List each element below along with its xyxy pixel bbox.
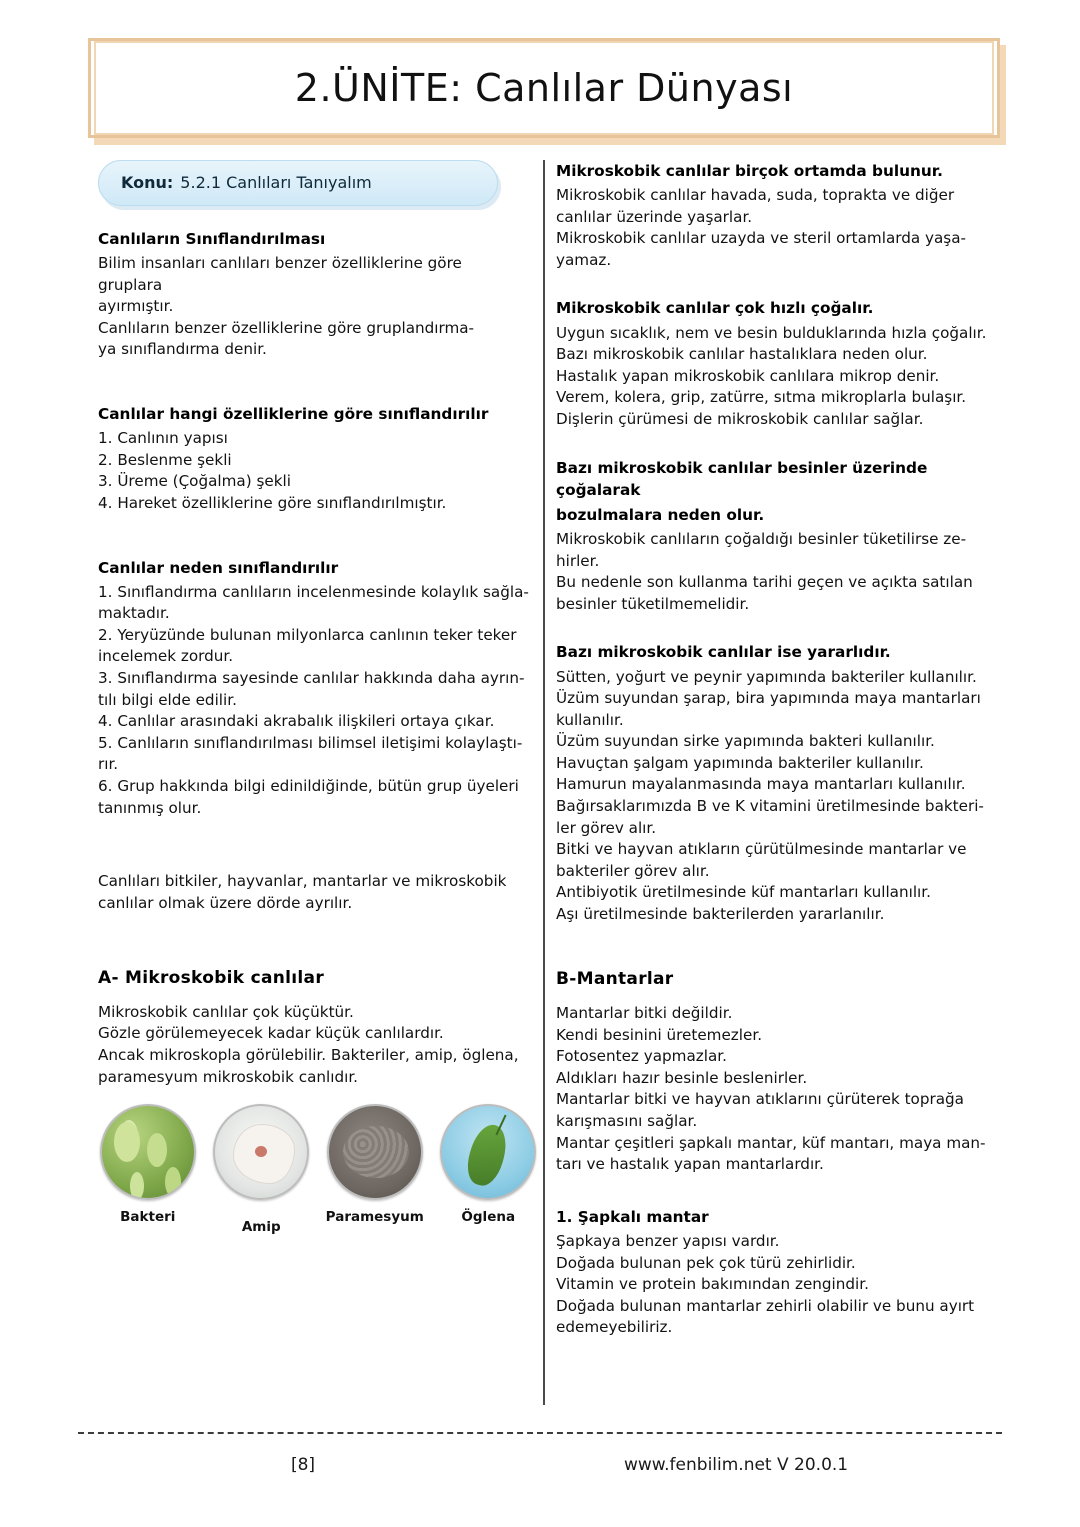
section-line: Bitki ve hayvan atıkların çürütülmesinde mantarlar ve	[556, 840, 967, 859]
section-line: 5. Canlıların sınıflandırılması bilimsel iletişimi kolaylaştı-	[98, 733, 523, 752]
section-line: 1. Canlının yapısı	[98, 429, 228, 448]
konu-label: Konu:	[121, 173, 174, 193]
section-line: Mikroskobik canlılar çok küçüktür.	[98, 1002, 354, 1021]
section-line: Üzüm suyundan şarap, bira yapımında maya mantarları	[556, 689, 981, 708]
section-hizli-cogalir	[556, 297, 1000, 430]
section-line: paramesyum mikroskobik canlıdır.	[98, 1067, 358, 1086]
section-line: 2. Yeryüzünde bulunan milyonlarca canlının teker teker	[98, 625, 517, 644]
section-line: Doğada bulunan pek çok türü zehirlidir.	[556, 1253, 856, 1272]
section-line: bakteriler görev alır.	[556, 861, 710, 880]
section-line: Bilim insanları canlıları benzer özelliklerine göre gruplara	[98, 254, 462, 294]
section-line: Mikroskobik canlılar uzayda ve steril ortamlarda yaşa-	[556, 229, 966, 248]
section-line: hirler.	[556, 551, 600, 570]
section-line: Canlıların benzer özelliklerine göre gruplandırma-	[98, 318, 475, 337]
organism-paramesyum	[325, 1104, 425, 1238]
section-heading: Canlılar neden sınıflandırılır	[98, 558, 339, 577]
section-line: ler görev alır.	[556, 818, 657, 837]
amoeba-icon	[213, 1104, 309, 1200]
section-line: ya sınıflandırma denir.	[98, 340, 267, 359]
section-line: Bazı mikroskobik canlılar hastalıklara neden olur.	[556, 345, 928, 364]
section-line: Aldıkları hazır besinle beslenirler.	[556, 1068, 808, 1087]
section-line: tarı ve hastalık yapan mantarlardır.	[556, 1155, 824, 1174]
section-line: Antibiyotik üretilmesinde küf mantarları kullanılır.	[556, 883, 931, 902]
section-ortamda-bulunur	[556, 160, 1000, 271]
section-line: Ancak mikroskopla görülebilir. Bakteriler, amip, öglena,	[98, 1046, 519, 1065]
euglena-icon	[440, 1104, 536, 1200]
section-heading: bozulmalara neden olur.	[556, 505, 765, 524]
section-line: Dişlerin çürümesi de mikroskobik canlılar sağlar.	[556, 409, 924, 428]
organism-figure-row	[98, 1104, 538, 1238]
section-line: besinler tüketilmemelidir.	[556, 594, 750, 613]
section-yararlidir	[556, 641, 1000, 925]
section-line: Mikroskobik canlılar havada, suda, toprakta ve diğer	[556, 186, 955, 205]
section-line: yamaz.	[556, 250, 612, 269]
footer-divider	[78, 1432, 1002, 1434]
section-line: Canlıları bitkiler, hayvanlar, mantarlar ve mikroskobik	[98, 872, 507, 891]
unit-title-banner	[88, 38, 1000, 138]
section-line: 1. Sınıflandırma canlıların incelenmesinde kolaylık sağla-	[98, 582, 529, 601]
organism-bakteri	[98, 1104, 198, 1238]
section-line: 6. Grup hakkında bilgi edinildiğinde, bütün grup üyeleri	[98, 776, 519, 795]
section-heading: Bazı mikroskobik canlılar besinler üzerinde çoğalarak	[556, 458, 928, 499]
content-columns	[0, 160, 1080, 1410]
organism-caption: Öglena	[461, 1209, 516, 1226]
section-line: Hastalık yapan mikroskobik canlılara mikrop denir.	[556, 366, 940, 385]
section-line: Hamurun mayalanmasında maya mantarları kullanılır.	[556, 775, 966, 794]
page-title: 2.ÜNİTE: Canlılar Dünyası	[294, 66, 794, 110]
section-line: Aşı üretilmesinde bakterilerden yararlanılır.	[556, 904, 885, 923]
konu-value: 5.2.1 Canlıları Tanıyalım	[180, 173, 372, 193]
organism-oglena	[439, 1104, 539, 1238]
section-line: canlılar olmak üzere dörde ayrılır.	[98, 893, 353, 912]
footer-site-label: www.fenbilim.net V 20.0.1	[624, 1455, 849, 1475]
section-line: 3. Üreme (Çoğalma) şekli	[98, 472, 291, 491]
section-dorde-ayrilir	[98, 871, 530, 914]
section-line: 3. Sınıflandırma sayesinde canlılar hakkında daha ayrın-	[98, 669, 525, 688]
organism-caption: Bakteri	[120, 1209, 176, 1226]
section-heading: A- Mikroskobik canlılar	[98, 968, 324, 989]
left-column	[98, 160, 530, 1238]
section-line: kullanılır.	[556, 710, 624, 729]
section-line: Fotosentez yapmazlar.	[556, 1047, 727, 1066]
section-line: 4. Hareket özelliklerine göre sınıflandırılmıştır.	[98, 493, 447, 512]
section-line: incelemek zordur.	[98, 647, 234, 666]
section-line: Havuçtan şalgam yapımında bakteriler kullanılır.	[556, 753, 924, 772]
section-line: Bu nedenle son kullanma tarihi geçen ve açıkta satılan	[556, 573, 973, 592]
section-line: Sütten, yoğurt ve peynir yapımında bakteriler kullanılır.	[556, 667, 977, 686]
section-heading: Mikroskobik canlılar birçok ortamda bulunur.	[556, 162, 943, 180]
bacteria-icon	[100, 1104, 196, 1200]
section-siniflandirilmasi	[98, 228, 530, 361]
section-neden-siniflandirilir	[98, 557, 530, 820]
section-sapkali-mantar	[556, 1206, 1000, 1339]
section-line: ayırmıştır.	[98, 297, 174, 316]
section-besin-bozulmasi	[556, 457, 1000, 616]
section-heading: Mikroskobik canlılar çok hızlı çoğalır.	[556, 299, 874, 318]
section-line: Kendi besinini üretemezler.	[556, 1025, 763, 1044]
section-hangi-ozellikler	[98, 403, 530, 514]
section-heading: 1. Şapkalı mantar	[556, 1207, 709, 1226]
organism-caption: Paramesyum	[325, 1209, 424, 1226]
section-heading: Canlılar hangi özelliklerine göre sınıflandırılır	[98, 405, 489, 424]
section-line: Mantarlar bitki değildir.	[556, 1004, 733, 1023]
organism-caption: Amip	[241, 1219, 281, 1236]
right-column	[556, 160, 1000, 1365]
section-line: Doğada bulunan mantarlar zehirli olabilir ve bunu ayırt	[556, 1296, 975, 1315]
konu-badge	[98, 160, 498, 206]
section-line: Mikroskobik canlıların çoğaldığı besinler tüketilirse ze-	[556, 530, 967, 549]
organism-amip	[212, 1104, 312, 1238]
section-line: Verem, kolera, grip, zatürre, sıtma mikroplarla bulaşır.	[556, 388, 967, 407]
section-line: maktadır.	[98, 604, 170, 623]
section-heading: Bazı mikroskobik canlılar ise yararlıdır.	[556, 643, 891, 662]
section-line: 2. Beslenme şekli	[98, 450, 232, 469]
section-line: edemeyebiliriz.	[556, 1318, 673, 1337]
section-line: karışmasını sağlar.	[556, 1112, 698, 1131]
section-line: Gözle görülemeyecek kadar küçük canlılardır.	[98, 1024, 444, 1043]
page-footer	[78, 1455, 1002, 1475]
section-line: Uygun sıcaklık, nem ve besin bulduklarında hızla çoğalır.	[556, 323, 987, 342]
section-line: Üzüm suyundan sirke yapımında bakteri kullanılır.	[556, 732, 935, 751]
unit-title-banner-inner	[94, 41, 994, 135]
section-heading: Canlıların Sınıflandırılması	[98, 230, 326, 248]
section-line: 4. Canlılar arasındaki akrabalık ilişkileri ortaya çıkar.	[98, 712, 495, 731]
paramecium-icon	[327, 1104, 423, 1200]
section-line: Şapkaya benzer yapısı vardır.	[556, 1231, 780, 1250]
section-line: Mantarlar bitki ve hayvan atıklarını çürüterek toprağa	[556, 1090, 964, 1109]
section-mantarlar	[556, 967, 1000, 1175]
section-line: tanınmış olur.	[98, 798, 202, 817]
section-line: Mantar çeşitleri şapkalı mantar, küf mantarı, maya man-	[556, 1133, 986, 1152]
section-line: tılı bilgi elde edilir.	[98, 690, 237, 709]
section-mikroskobik-canlilar	[98, 966, 530, 1088]
section-heading: B-Mantarlar	[556, 969, 674, 990]
section-line: canlılar üzerinde yaşarlar.	[556, 207, 753, 226]
section-line: rır.	[98, 755, 119, 774]
section-line: Vitamin ve protein bakımından zengindir.	[556, 1275, 869, 1294]
section-line: Bağırsaklarımızda B ve K vitamini üretilmesinde bakteri-	[556, 797, 984, 816]
page-number: [8]	[290, 1455, 316, 1475]
